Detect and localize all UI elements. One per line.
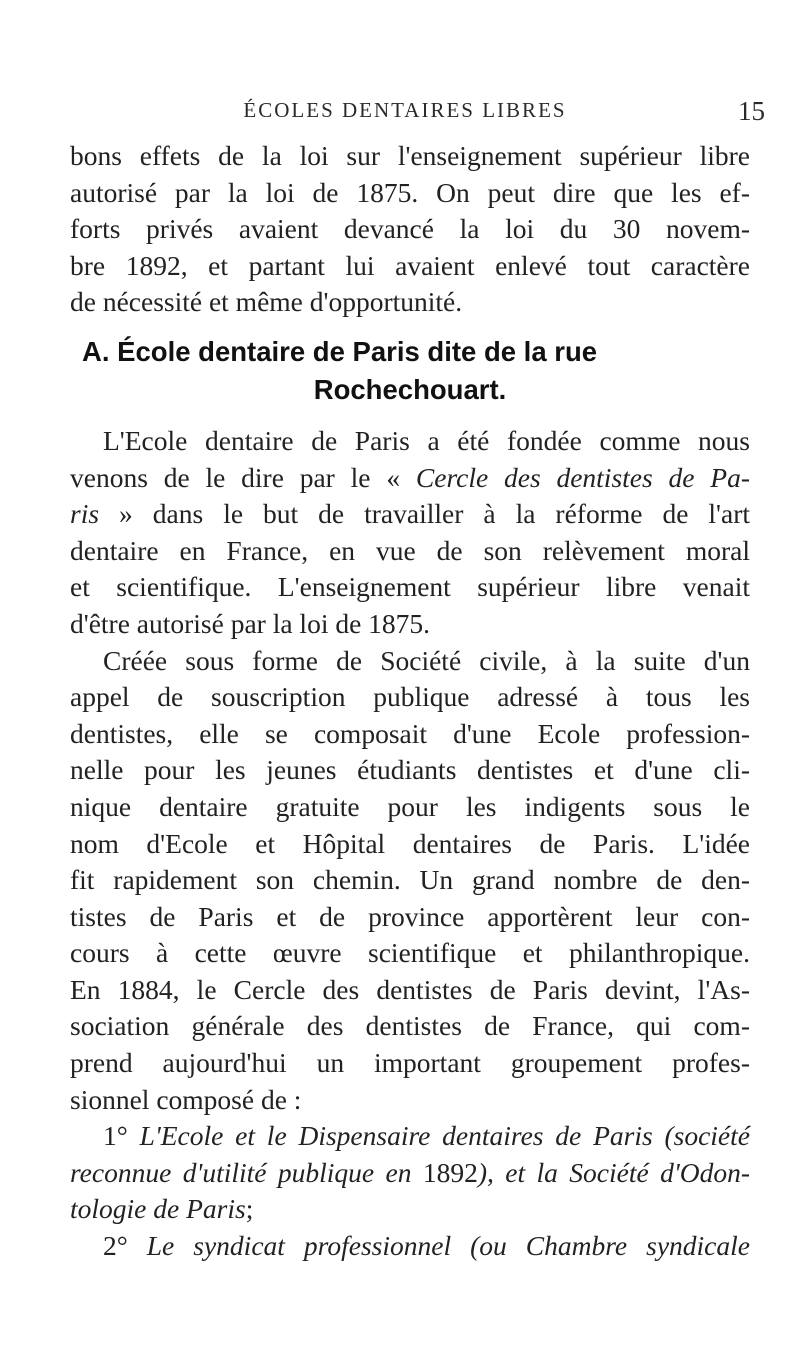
text-line [70,1191,750,1228]
italic-span: ris [70,498,100,530]
text-line: cours à cette œuvre scientifique et philanthropique. [70,937,750,969]
text-line: bons effets de la loi sur l'enseignement supérieur libre [70,140,750,171]
text-line: En 1884, le Cercle des dentistes de Paris devint, l'As- [70,973,750,1005]
enumerated-list [70,1118,750,1264]
list-number: 1° [103,1120,128,1152]
paragraph-founding [70,423,750,643]
text-span: ; [245,1193,254,1225]
list-item [70,1228,750,1265]
text-line: tistes de Paris et de province apportèrent leur con- [70,900,750,932]
intro-paragraph [70,138,750,321]
text-line: nom d'Ecole et Hôpital dentaires de Paris. L'idée [70,827,750,859]
list-item [70,1118,750,1155]
text-span: » dans le but de travailler à la réforme de l'art [99,498,750,530]
italic-span: tologie de Paris [70,1193,246,1225]
section-heading-continued: Rochechouart. [313,373,507,405]
running-head [0,94,800,128]
section-heading: A. École dentaire de Paris dite de la rue [82,335,598,367]
italic-span: ), et la Société d'Odon- [477,1156,750,1188]
running-title: ÉCOLES DENTAIRES LIBRES [243,98,567,122]
text-line [70,460,750,497]
body-text [70,138,750,1265]
text-line: nique dentaire gratuite pour les indigents sous le [70,790,750,822]
text-line: forts privés avaient devancé la loi du 30 novem- [70,213,750,245]
text-line: autorisé par la loi de 1875. On peut dire que les ef- [70,176,750,208]
italic-span: Le syndicat professionnel (ou Chambre syndicale [127,1230,750,1262]
text-line: d'être autorisé par la loi de 1875. [70,607,431,639]
italic-span: L'Ecole et le Dispensaire dentaires de Paris (société [127,1120,750,1152]
text-line: et scientifique. L'enseignement supérieur libre venait [70,571,750,603]
text-line: bre 1892, et partant lui avaient enlevé tout caractère [70,249,750,281]
paragraph-society [70,643,750,1119]
text-line: L'Ecole dentaire de Paris a été fondée comme nous [103,424,750,456]
text-line [70,496,750,533]
text-line: sionnel composé de : [70,1083,302,1115]
page-number: 15 [738,96,765,126]
text-span: venons de le dire par le « [70,461,416,493]
text-line: de nécessité et même d'opportunité. [70,286,463,318]
text-line: dentistes, elle se composait d'une Ecole profession- [70,717,750,749]
italic-span: reconnue d'utilité publique en [70,1156,423,1188]
text-line: nelle pour les jeunes étudiants dentistes et d'une cli- [70,754,750,786]
text-line: sociation générale des dentistes de France, qui com- [70,1010,750,1042]
text-line: appel de souscription publique adressé à tous les [70,681,750,713]
italic-span: Cercle des dentistes de Pa- [415,461,750,493]
text-span: 1892 [422,1156,478,1188]
text-line: dentaire en France, en vue de son relèvement moral [70,534,750,566]
text-line: prend aujourd'hui un important groupement profes- [70,1047,750,1079]
list-number: 2° [103,1230,128,1262]
text-line: Créée sous forme de Société civile, à la suite d'un [103,644,750,676]
text-line [70,1155,750,1192]
text-line: fit rapidement son chemin. Un grand nombre de den- [70,864,750,896]
